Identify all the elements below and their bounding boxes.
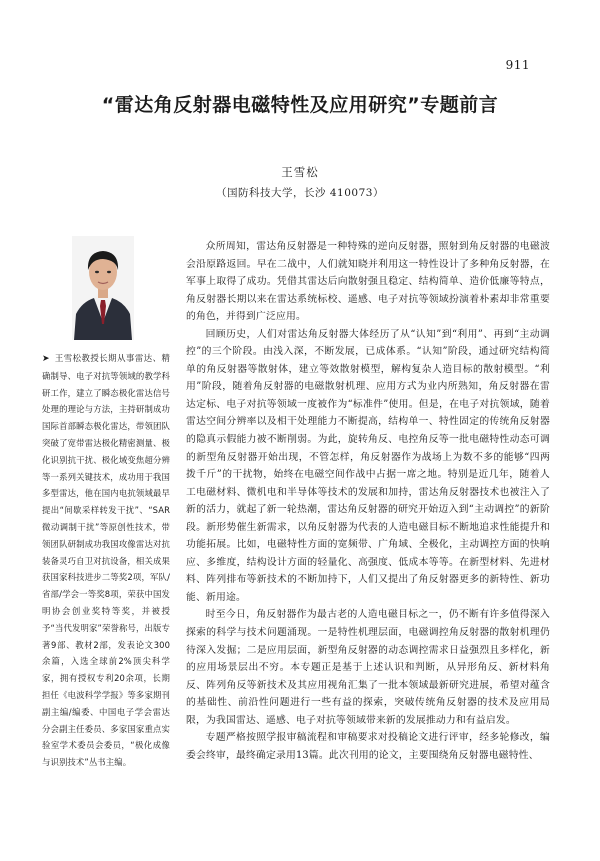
page-number: 911 [505,58,530,72]
article-title: “雷达角反射器电磁特性及应用研究”专题前言 [101,94,499,116]
author-portrait-icon [72,236,134,340]
author-photo [72,236,134,340]
author-name: 王雪松 [281,165,319,179]
author-affiliation: （国防科技大学，长沙 410073） [216,187,384,199]
body-paragraph: 众所周知，雷达角反射器是一种特殊的逆向反射器，照射到角反射器的电磁波会沿原路返回。早在二战中，人们就知晓并利用这一特性设计了多种角反射器，在军事上取得了成功。凭借其雷达后向散射强且稳定、结构简单、造价低廉等特点，角反射器长期以来在雷达系统标校、遥感、电子对抗等领域扮演着朴素却非常重要的角色，并得到广泛应用。 [186,241,550,323]
body-paragraph: 时至今日，角反射器作为最古老的人造电磁目标之一，仍不断有许多值得深入探索的科学与技术问题涌现。一是特性机理层面，电磁调控角反射器的散射机理仍待深入发掘；二是应用层面，新型角反射器的动态调控需求日益强烈且多样化，新的应用场景层出不穷。本专题正是基于上述认识和判断，从异形角反、新材料角反、阵列角反等新技术及其应用视角汇集了一批本领域最新研究进展，希望对蕴含的基础性、前沿性问题进行一些有益的探索，突破传统角反射器的技术及应用局限，为我国雷达、遥感、电子对抗等领域带来新的发展推动力和有益启发。 [186,609,550,726]
body-paragraph: 回顾历史，人们对雷达角反射器大体经历了从“认知”到“利用”、再到“主动调控”的三个阶段。由浅入深，不断发展，已成体系。“认知”阶段，通过研究结构简单的角反射器等散射体，建立等效散射模型，解构复杂人造目标的散射模型。“利用”阶段，随着角反射器的电磁散射机理、应用方式为业内所熟知，角反射器在雷达定标、电子对抗等领域一度被作为“标准件”使用。但是，在电子对抗领域，随着雷达空间分辨率以及相干处理能力不断提高，结构单一、特性固定的传统角反射器的隐真示假能力被不断削弱。为此，旋转角反、电控角反等一批电磁特性动态可调的新型角反射器开始出现，不管怎样，角反射器作为战场上为数不多的能够“四两拨千斤”的干扰物，始终在电磁空间作战中占据一席之地。特别是近几年，随着人工电磁材料、微机电和半导体等技术的发展和加持，雷达角反射器技术也被注入了新的活力，就起了新一轮热潮，雷达角反射器的研究开始迈入到“主动调控”的新阶段。新形势催生新需求，以角反射器为代表的人造电磁目标不断地追求性能提升和功能拓展。比如，电磁特性方面的宽频带、广角域、全极化，主动调控方面的快响应、多维度，结构设计方面的轻量化、高强度、低成本等等。在新型材料、先进材料、阵列排布等新技术的不断加持下，人们又提出了角反射器更多的新特性、新功能、新用途。 [186,328,550,603]
body-paragraph: 专题严格按照学报审稿流程和审稿要求对投稿论文进行评审，经多轮修改，编委会终审，最终确定录用13篇。此次刊用的论文，主要围绕角反射器电磁特性、 [186,732,550,761]
arrow-bullet-icon: ➤ [42,354,50,364]
author-bio-text: 王雪松教授长期从事雷达、精确制导、电子对抗等领域的教学科研工作，建立了瞬态极化雷达信号处理的理论与方法，主持研制成功国际首部瞬态极化雷达，带领团队突破了宽带雷达极化精密测量、极化识别抗干扰、极化域变焦超分辨等一系列关键技术，成功用于我国多型雷达，他在国内电抗领域最早提出“间歇采样转发干扰”、“SAR微动调制干扰”等原创性技术，带领团队研制成功我国攻像雷达对抗装备灵巧自卫对抗设备，相关成果获国家科技进步二等奖2项，军队/省部/学会一等奖8项，荣获中国发明协会创业奖特等奖，并被授予“当代发明家”荣誉称号，出版专著9部、教材2部，发表论文300余篇，入选全球前2%顶尖科学家，拥有授权专利20余项，长期担任《电波科学学报》等多家期刊副主编/编委、中国电子学会雷达分会副主任委员、多家国家重点实验室学术委员会委员，“极化成像与识别技术”丛书主编。 [42,353,170,768]
article-body [186,238,550,764]
author-bio [42,350,170,771]
